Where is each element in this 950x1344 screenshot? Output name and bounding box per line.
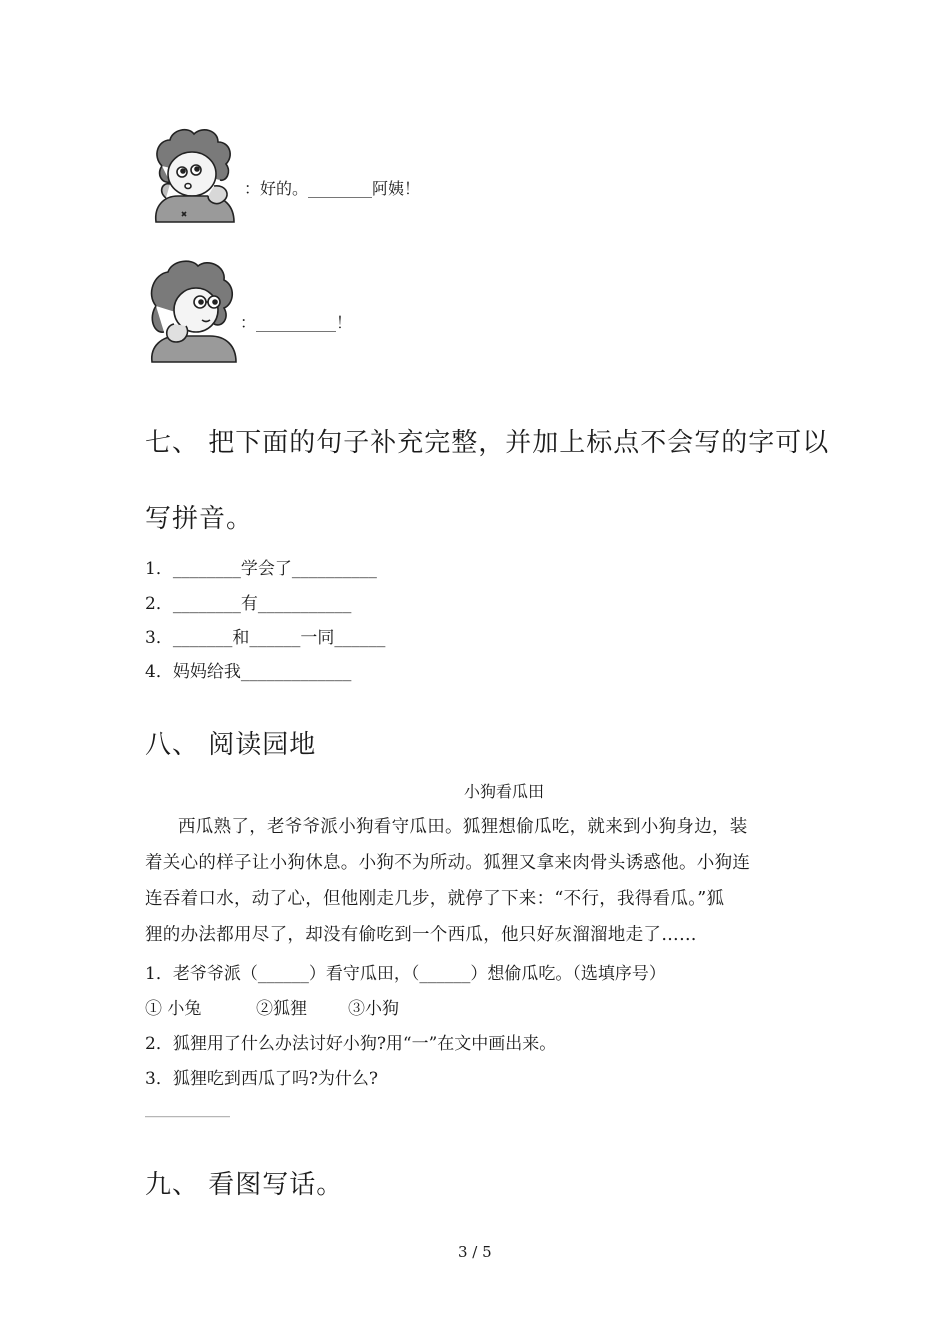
option-dog: ③小狗 <box>348 999 399 1019</box>
question-2: 2．狐狸用了什么办法讨好小狗?用“一”在文中画出来。 <box>145 1034 557 1054</box>
answer-line: __________ <box>145 1098 230 1118</box>
section7-item-1: 1．________学会了__________ <box>145 559 377 579</box>
story-paragraph-line: 西瓜熟了，老爷爷派小狗看守瓜田。狐狸想偷瓜吃，就来到小狗身边，装 <box>178 817 748 837</box>
section7-heading: 七、 把下面的句子补充完整，并加上标点不会写的字可以 <box>145 428 830 458</box>
dialog-line-girl: ：__________！ <box>240 313 353 332</box>
question-3: 3．狐狸吃到西瓜了吗?为什么? <box>145 1069 379 1089</box>
story-title: 小狗看瓜田 <box>464 782 545 801</box>
section8-heading: 八、 阅读园地 <box>145 730 317 760</box>
section7-item-2: 2．________有___________ <box>145 594 352 614</box>
section7-item-4: 4．妈妈给我_____________ <box>145 662 352 682</box>
section9-heading: 九、 看图写话。 <box>145 1170 344 1200</box>
question-1: 1．老爷爷派（______）看守瓜田，（______）想偷瓜吃。（选填序号） <box>145 964 666 984</box>
boy-thinking-illustration <box>148 126 240 226</box>
option-rabbit: ① 小兔 <box>145 999 202 1019</box>
option-fox: ②狐狸 <box>256 999 307 1019</box>
story-paragraph-line: 着关心的样子让小狗休息。小狗不为所动。狐狸又拿来肉骨头诱惑他。小狗连 <box>145 853 751 873</box>
girl-thinking-illustration <box>146 258 240 364</box>
story-paragraph-line: 连吞着口水，动了心，但他刚走几步，就停了下来：“不行，我得看瓜。”狐 <box>145 889 725 909</box>
story-paragraph-line: 狸的办法都用尽了，却没有偷吃到一个西瓜，他只好灰溜溜地走了…… <box>145 925 697 945</box>
section7-heading-continued: 写拼音。 <box>145 504 254 534</box>
dialog-line-boy: ：好的。________阿姨！ <box>244 179 421 198</box>
section7-item-3: 3．_______和______一同______ <box>145 628 386 648</box>
page-number: 3 / 5 <box>458 1243 492 1261</box>
